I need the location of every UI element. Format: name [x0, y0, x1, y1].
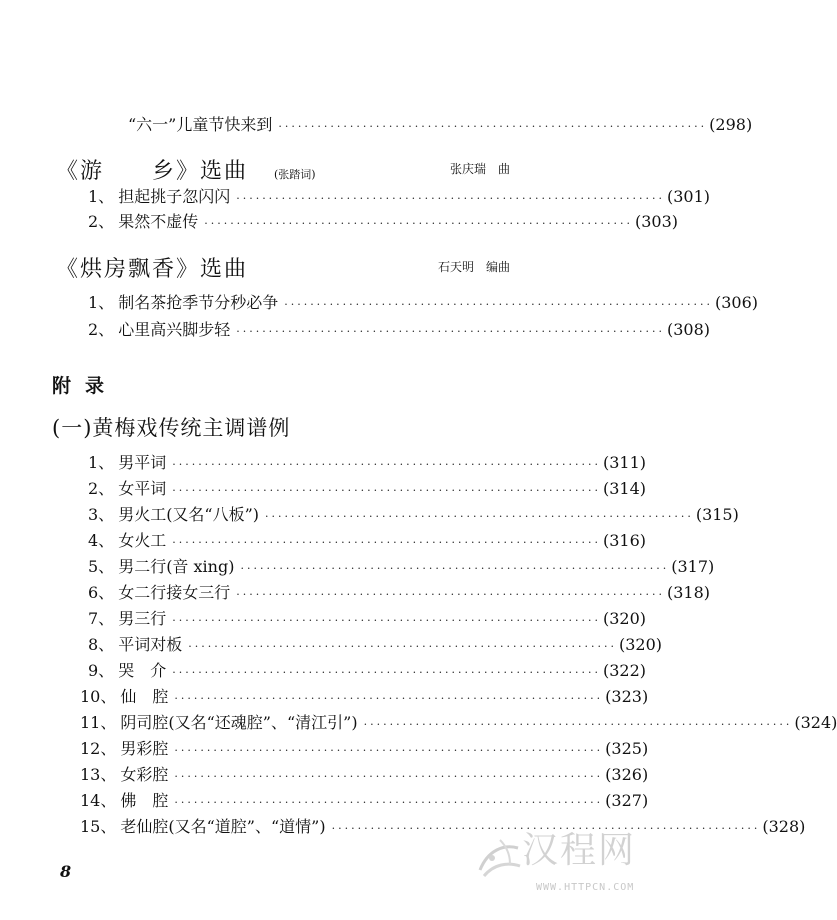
- dot-leader: ··································································: [284, 298, 713, 311]
- entry-page: (325): [605, 739, 649, 758]
- toc-entry: [88, 211, 679, 235]
- dot-leader: ··································································: [240, 562, 670, 575]
- entry-title: 心里高兴脚步轻: [118, 320, 231, 339]
- entry-page: (298): [709, 115, 753, 134]
- entry-number: 2、: [88, 320, 115, 339]
- toc-entry: [88, 186, 711, 210]
- toc-entry: [80, 764, 649, 788]
- section-heading: [56, 154, 546, 185]
- section-title: 《游 乡》选曲: [56, 159, 249, 184]
- toc-entry: [88, 478, 647, 502]
- entry-number: 4、: [88, 531, 115, 550]
- entry-title: 哭 介: [118, 661, 167, 680]
- entry-number: 2、: [88, 479, 115, 498]
- entry-title: 仙 腔: [120, 687, 169, 706]
- entry-page: (328): [762, 817, 806, 836]
- dot-leader: ··································································: [278, 120, 708, 133]
- entry-number: 9、: [88, 661, 115, 680]
- entry-page: (306): [714, 293, 759, 312]
- toc-entry: [80, 686, 649, 710]
- dot-leader: ··································································: [188, 640, 617, 653]
- entry-page: (318): [666, 583, 711, 602]
- dot-leader: ··································································: [172, 614, 601, 627]
- entry-page: (315): [695, 505, 739, 524]
- dot-leader: ··································································: [172, 484, 601, 497]
- entry-page: (323): [605, 687, 649, 706]
- entry-number: 1、: [88, 293, 115, 312]
- dot-leader: ··································································: [172, 666, 601, 679]
- entry-number: 13、: [80, 765, 117, 784]
- entry-title: 老仙腔(又名“道腔”、“道情”): [120, 817, 326, 836]
- entry-title: 男平词: [118, 453, 167, 472]
- entry-number: 6、: [88, 583, 115, 602]
- entry-title: 男火工(又名“八板”): [118, 505, 260, 524]
- entry-page: (324): [794, 713, 837, 732]
- entry-title: 女火工: [118, 531, 167, 550]
- toc-entry: [80, 738, 649, 762]
- entry-number: 3、: [88, 505, 115, 524]
- entry-page: (320): [618, 635, 663, 654]
- entry-page: (320): [602, 609, 647, 628]
- toc-entry: [88, 530, 647, 554]
- entry-page: (311): [602, 453, 647, 472]
- entry-title: 男二行(音 xing): [118, 557, 235, 576]
- entry-page: (314): [602, 479, 647, 498]
- appendix-title: 附录: [52, 375, 119, 397]
- entry-number: 2、: [88, 212, 115, 231]
- toc-entry: [88, 292, 759, 316]
- dot-leader: ··································································: [236, 325, 665, 338]
- watermark: [470, 820, 660, 920]
- entry-title: 男彩腔: [120, 739, 169, 758]
- entry-title: 阴司腔(又名“还魂腔”、“清江引”): [120, 713, 358, 732]
- section-heading: [56, 252, 546, 283]
- entry-number: 10、: [80, 687, 117, 706]
- entry-number: 7、: [88, 609, 115, 628]
- entry-number: 5、: [88, 557, 115, 576]
- dot-leader: ··································································: [174, 692, 604, 705]
- section-credit: 石天明 编曲: [438, 260, 511, 274]
- entry-title: 制名茶抢季节分秒必争: [118, 293, 279, 312]
- entry-number: 11、: [80, 713, 117, 732]
- toc-entry: [88, 660, 647, 684]
- entry-number: 1、: [88, 453, 115, 472]
- entry-page: (308): [666, 320, 711, 339]
- section-lyricist: (张踏词): [274, 168, 316, 181]
- dot-leader: ··································································: [172, 536, 601, 549]
- appendix-subtitle: (一)黄梅戏传统主调谱例: [52, 416, 291, 440]
- entry-number: 15、: [80, 817, 117, 836]
- entry-page: (301): [666, 187, 711, 206]
- entry-number: 8、: [88, 635, 115, 654]
- entry-title: “六一”儿童节快来到: [128, 115, 273, 134]
- dot-leader: ··································································: [236, 192, 665, 205]
- watermark-text: 汉程网: [522, 830, 637, 871]
- watermark-logo-icon: [470, 830, 530, 890]
- dot-leader: ··································································: [236, 588, 665, 601]
- entry-number: 1、: [88, 187, 115, 206]
- dot-leader: ··································································: [174, 796, 604, 809]
- watermark-url: WWW.HTTPCN.COM: [536, 882, 635, 893]
- dot-leader: ··································································: [174, 770, 604, 783]
- section-title: 《烘房飘香》选曲: [56, 257, 249, 282]
- entry-title: 佛 腔: [120, 791, 169, 810]
- section-credit: 张庆瑞 曲: [450, 162, 511, 176]
- entry-title: 果然不虚传: [118, 212, 199, 231]
- entry-title: 女平词: [118, 479, 167, 498]
- dot-leader: ··································································: [265, 510, 694, 523]
- toc-entry: [80, 712, 837, 736]
- toc-entry: [88, 452, 647, 476]
- dot-leader: ··································································: [331, 822, 761, 835]
- entry-number: 12、: [80, 739, 117, 758]
- toc-entry: [128, 114, 753, 138]
- dot-leader: ··································································: [363, 718, 793, 731]
- toc-entry: [88, 556, 715, 580]
- entry-title: 女彩腔: [120, 765, 169, 784]
- entry-title: 担起挑子忽闪闪: [118, 187, 231, 206]
- entry-title: 男三行: [118, 609, 167, 628]
- entry-page: (316): [602, 531, 647, 550]
- toc-entry: [88, 582, 711, 606]
- entry-page: (322): [602, 661, 647, 680]
- toc-entry: [88, 608, 647, 632]
- dot-leader: ··································································: [172, 458, 601, 471]
- entry-page: (303): [634, 212, 679, 231]
- entry-number: 14、: [80, 791, 117, 810]
- toc-entry: [88, 504, 739, 528]
- entry-title: 女二行接女三行: [118, 583, 231, 602]
- toc-entry: [80, 790, 649, 814]
- dot-leader: ··································································: [174, 744, 604, 757]
- entry-title: 平词对板: [118, 635, 183, 654]
- toc-entry: [88, 634, 663, 658]
- toc-entry: [88, 319, 711, 343]
- entry-page: (317): [671, 557, 715, 576]
- entry-page: (326): [605, 765, 649, 784]
- entry-page: (327): [605, 791, 649, 810]
- dot-leader: ··································································: [204, 217, 633, 230]
- page-number: 8: [60, 862, 72, 881]
